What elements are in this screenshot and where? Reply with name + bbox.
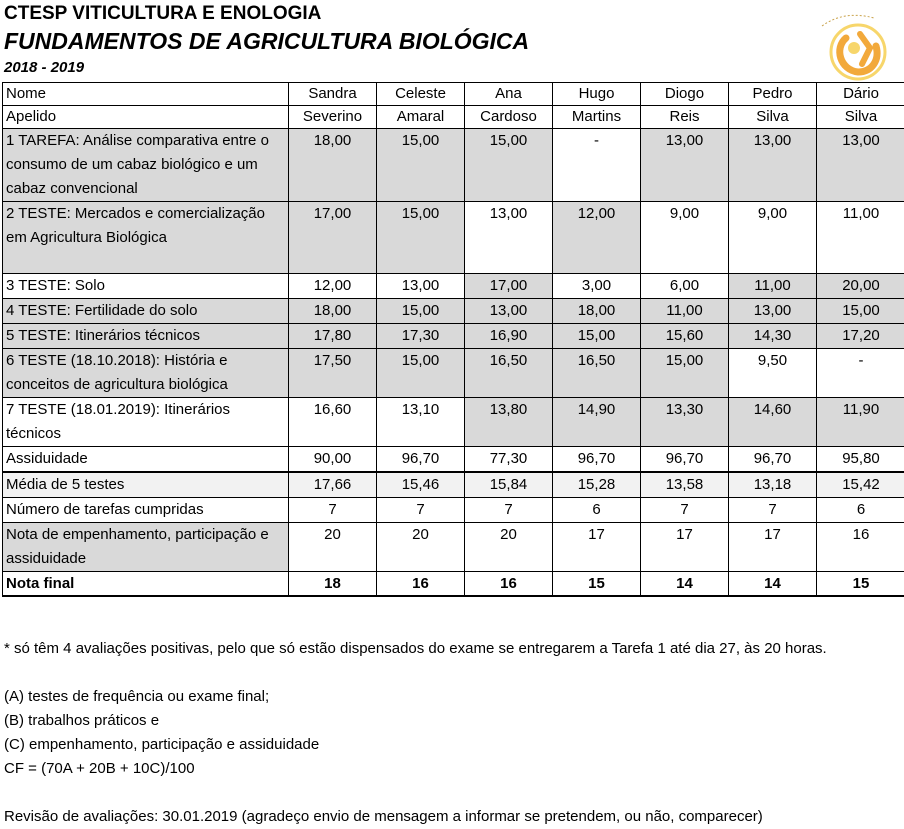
grade-cell: 17,00 <box>289 202 377 274</box>
grade-cell: 6,00 <box>641 274 729 299</box>
grade-cell: 20 <box>289 523 377 572</box>
grade-cell: 14 <box>641 572 729 597</box>
subject-title: FUNDAMENTOS DE AGRICULTURA BIOLÓGICA <box>4 28 530 54</box>
table-row <box>3 129 904 202</box>
school-logo-icon <box>814 8 894 82</box>
table-row <box>3 472 904 498</box>
grade-cell: 7 <box>729 498 817 523</box>
legend-c: (C) empenhamento, participação e assiduidade <box>4 736 320 753</box>
surname-cell: Martins <box>553 106 641 129</box>
row-label: Assiduidade <box>3 447 289 473</box>
grade-cell: - <box>817 349 904 398</box>
legend-a: (A) testes de frequência ou exame final; <box>4 688 270 705</box>
grade-cell: 6 <box>817 498 904 523</box>
grade-cell: 16 <box>377 572 465 597</box>
grade-cell: 15,00 <box>553 324 641 349</box>
grade-cell: 13,00 <box>729 299 817 324</box>
row-label: 7 TESTE (18.01.2019): Itinerários técnicos <box>3 398 289 447</box>
grade-cell: 11,00 <box>817 202 904 274</box>
row-label: 3 TESTE: Solo <box>3 274 289 299</box>
grade-cell: 7 <box>377 498 465 523</box>
surname-cell: Reis <box>641 106 729 129</box>
table-row <box>3 274 904 299</box>
surname-row-label: Apelido <box>3 106 289 129</box>
table-row <box>3 349 904 398</box>
surname-row <box>3 106 904 129</box>
grade-cell: 15,46 <box>377 472 465 498</box>
table-row <box>3 398 904 447</box>
surname-cell: Silva <box>729 106 817 129</box>
grade-cell: 15,00 <box>377 129 465 202</box>
grade-cell: 7 <box>289 498 377 523</box>
grade-cell: 90,00 <box>289 447 377 473</box>
surname-cell: Amaral <box>377 106 465 129</box>
table-row <box>3 447 904 473</box>
grade-cell: 96,70 <box>641 447 729 473</box>
grade-cell: 15,00 <box>377 349 465 398</box>
name-row-label: Nome <box>3 83 289 106</box>
grade-cell: 9,00 <box>729 202 817 274</box>
name-cell: Sandra <box>289 83 377 106</box>
grade-cell: 18,00 <box>553 299 641 324</box>
grade-cell: 17 <box>553 523 641 572</box>
grade-cell: 14,90 <box>553 398 641 447</box>
grade-cell: 17 <box>641 523 729 572</box>
row-label: 1 TAREFA: Análise comparativa entre o consumo de um cabaz biológico e um cabaz convencional <box>3 129 289 202</box>
grade-cell: 11,90 <box>817 398 904 447</box>
grade-cell: 17,00 <box>465 274 553 299</box>
grade-cell: 15,28 <box>553 472 641 498</box>
course-title: CTESP VITICULTURA E ENOLOGIA <box>4 3 322 24</box>
grade-cell: 16,50 <box>553 349 641 398</box>
grade-cell: 13,00 <box>377 274 465 299</box>
grade-cell: 16 <box>465 572 553 597</box>
grade-cell: 11,00 <box>729 274 817 299</box>
name-cell: Pedro <box>729 83 817 106</box>
grade-cell: 15,00 <box>641 349 729 398</box>
row-label: Nota de empenhamento, participação e assiduidade <box>3 523 289 572</box>
grade-cell: 20 <box>377 523 465 572</box>
grade-cell: 15,84 <box>465 472 553 498</box>
grade-cell: 13,00 <box>465 202 553 274</box>
grade-cell: 17,20 <box>817 324 904 349</box>
grade-cell: 16,90 <box>465 324 553 349</box>
grade-cell: 13,10 <box>377 398 465 447</box>
grade-cell: 11,00 <box>641 299 729 324</box>
grade-cell: 18,00 <box>289 129 377 202</box>
row-label: 2 TESTE: Mercados e comercialização em Agricultura Biológica <box>3 202 289 274</box>
grade-cell: - <box>553 129 641 202</box>
grade-cell: 15,00 <box>377 202 465 274</box>
table-row <box>3 523 904 572</box>
row-label: 5 TESTE: Itinerários técnicos <box>3 324 289 349</box>
grade-cell: 14,60 <box>729 398 817 447</box>
table-row <box>3 324 904 349</box>
grade-cell: 13,58 <box>641 472 729 498</box>
grade-cell: 15,00 <box>817 299 904 324</box>
grade-formula: CF = (70A + 20B + 10C)/100 <box>4 760 195 777</box>
grade-cell: 7 <box>641 498 729 523</box>
row-label: Nota final <box>3 572 289 597</box>
grade-cell: 7 <box>465 498 553 523</box>
legend-b: (B) trabalhos práticos e <box>4 712 160 729</box>
surname-cell: Silva <box>817 106 904 129</box>
grade-cell: 9,50 <box>729 349 817 398</box>
grade-cell: 17,66 <box>289 472 377 498</box>
grade-cell: 13,00 <box>817 129 904 202</box>
grade-cell: 16 <box>817 523 904 572</box>
grade-cell: 17,80 <box>289 324 377 349</box>
grade-cell: 14,30 <box>729 324 817 349</box>
grade-cell: 13,00 <box>729 129 817 202</box>
grade-cell: 15,60 <box>641 324 729 349</box>
row-label: Média de 5 testes <box>3 472 289 498</box>
grade-cell: 15,00 <box>377 299 465 324</box>
grades-table <box>2 82 904 597</box>
table-row <box>3 299 904 324</box>
grade-cell: 13,18 <box>729 472 817 498</box>
grade-cell: 13,80 <box>465 398 553 447</box>
grade-cell: 13,00 <box>641 129 729 202</box>
grade-cell: 77,30 <box>465 447 553 473</box>
grade-cell: 12,00 <box>289 274 377 299</box>
grade-cell: 20 <box>465 523 553 572</box>
row-label: 6 TESTE (18.10.2018): História e conceitos de agricultura biológica <box>3 349 289 398</box>
name-cell: Ana <box>465 83 553 106</box>
name-cell: Dário <box>817 83 904 106</box>
table-row <box>3 572 904 597</box>
grade-cell: 9,00 <box>641 202 729 274</box>
grade-cell: 17,30 <box>377 324 465 349</box>
surname-cell: Cardoso <box>465 106 553 129</box>
row-label: 4 TESTE: Fertilidade do solo <box>3 299 289 324</box>
grade-cell: 15,00 <box>465 129 553 202</box>
grade-cell: 14 <box>729 572 817 597</box>
grade-cell: 96,70 <box>553 447 641 473</box>
table-row <box>3 498 904 523</box>
grade-cell: 95,80 <box>817 447 904 473</box>
grade-cell: 6 <box>553 498 641 523</box>
surname-cell: Severino <box>289 106 377 129</box>
grade-cell: 17 <box>729 523 817 572</box>
name-cell: Celeste <box>377 83 465 106</box>
grade-cell: 18 <box>289 572 377 597</box>
grade-cell: 13,30 <box>641 398 729 447</box>
footnote: * só têm 4 avaliações positivas, pelo que só estão dispensados do exame se entregarem a Tarefa 1 até dia 27, às 20 horas. <box>4 640 827 657</box>
name-row <box>3 83 904 106</box>
grade-cell: 17,50 <box>289 349 377 398</box>
grade-cell: 96,70 <box>377 447 465 473</box>
academic-year: 2018 - 2019 <box>4 59 85 76</box>
grade-cell: 15,42 <box>817 472 904 498</box>
name-cell: Diogo <box>641 83 729 106</box>
grade-cell: 12,00 <box>553 202 641 274</box>
grade-cell: 20,00 <box>817 274 904 299</box>
grade-cell: 15 <box>817 572 904 597</box>
grade-cell: 3,00 <box>553 274 641 299</box>
row-label: Número de tarefas cumpridas <box>3 498 289 523</box>
grade-cell: 96,70 <box>729 447 817 473</box>
name-cell: Hugo <box>553 83 641 106</box>
grade-cell: 13,00 <box>465 299 553 324</box>
grade-cell: 16,60 <box>289 398 377 447</box>
grade-cell: 18,00 <box>289 299 377 324</box>
grade-cell: 16,50 <box>465 349 553 398</box>
review-notice: Revisão de avaliações: 30.01.2019 (agradeço envio de mensagem a informar se pretendem, ou não, comparecer) <box>4 808 763 825</box>
table-row <box>3 202 904 274</box>
grade-cell: 15 <box>553 572 641 597</box>
